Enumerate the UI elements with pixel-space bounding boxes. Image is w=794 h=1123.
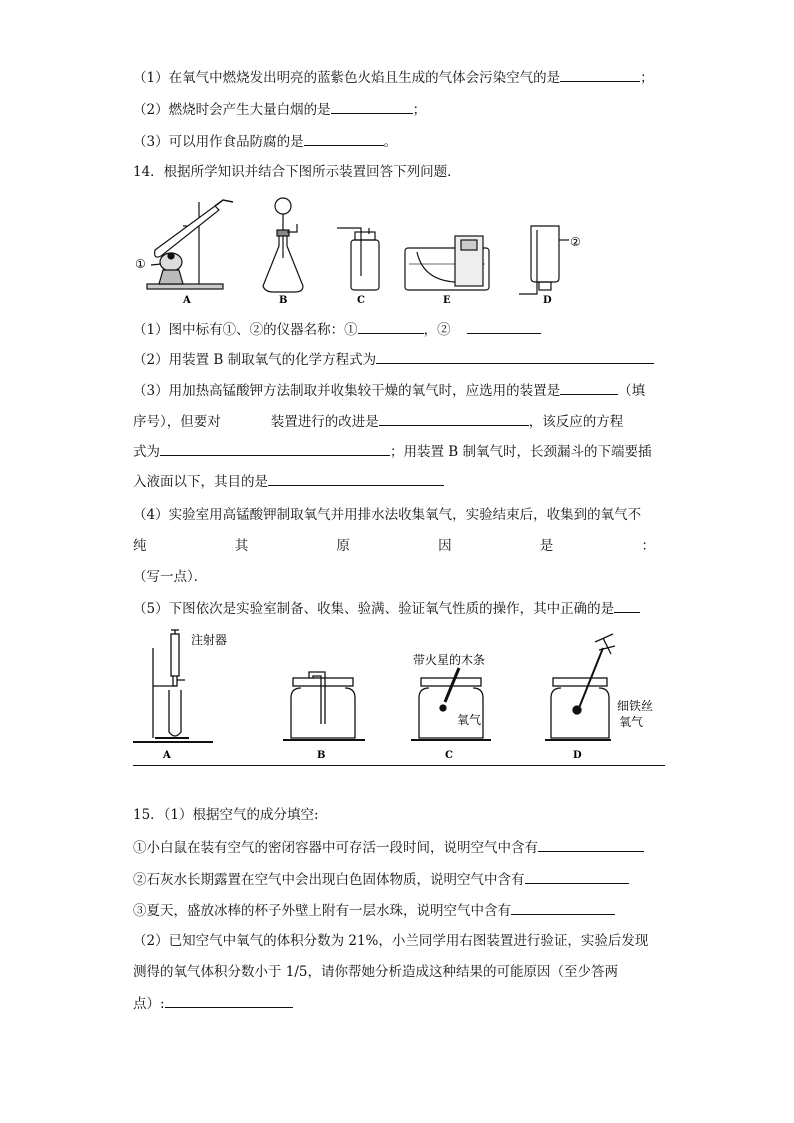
q14-part4-a: （4）实验室用高锰酸钾制取氧气并用排水法收集氧气，实验结束后，收集到的氧气不 <box>133 507 642 523</box>
q14-part3-c: 式为 ；用装置 B 制氧气时，长颈漏斗的下端要插 <box>133 444 652 460</box>
operation-d <box>545 634 615 740</box>
apparatus-b <box>263 198 303 292</box>
oxygen-label-c: 氧气 <box>457 713 482 727</box>
answer-blank[interactable] <box>331 100 413 114</box>
q15-title: 15．（1）根据空气的成分填空: <box>133 807 319 823</box>
label-op-d: D <box>573 750 582 761</box>
answer-blank[interactable] <box>467 320 541 334</box>
answer-blank[interactable] <box>525 870 629 884</box>
apparatus-d <box>519 226 569 294</box>
answer-blank[interactable] <box>376 350 654 364</box>
answer-blank[interactable] <box>538 838 644 852</box>
q15-part2-c: 点）: <box>133 994 293 1013</box>
q14-title: 14．根据所学知识并结合下图所示装置回答下列问题． <box>133 164 461 180</box>
apparatus-a <box>147 200 233 289</box>
q15-part2-b: 测得的氧气体积分数小于 1/5，请你帮她分析造成这种结果的可能原因（至少答两 <box>133 964 619 980</box>
label-op-a: A <box>163 750 171 761</box>
label-d: D <box>543 295 552 306</box>
q14-part4-b: 纯 其 原 因 是 ： <box>133 538 655 554</box>
q13-part2: （2）燃烧时会产生大量白烟的是 ； <box>133 102 427 118</box>
apparatus-figure-1 <box>133 188 593 312</box>
label-a: A <box>183 295 191 306</box>
q13-part3: （3）可以用作食品防腐的是 。 <box>133 134 398 150</box>
apparatus-e <box>405 236 489 290</box>
divider <box>133 765 665 766</box>
apparatus-c <box>337 228 379 290</box>
answer-blank[interactable] <box>560 381 618 395</box>
answer-blank[interactable] <box>304 132 384 146</box>
answer-blank[interactable] <box>160 442 390 456</box>
q15-part1-a: ①小白鼠在装有空气的密闭容器中可存活一段时间，说明空气中含有 <box>133 838 644 857</box>
wire-label: 细铁丝 <box>617 699 654 713</box>
q13-part1: （1）在氧气中燃烧发出明亮的蓝紫色火焰且生成的气体会污染空气的是 ； <box>133 70 654 86</box>
answer-blank[interactable] <box>165 994 293 1008</box>
q14-part1: （1）图中标有①、②的仪器名称：① ，② <box>133 320 541 339</box>
q14-part4-c: （写一点）． <box>133 569 208 585</box>
q15-part2-a: （2）已知空气中氧气的体积分数为 21%，小兰同学用右图装置进行验证，实验后发现 <box>133 933 649 949</box>
oxygen-label-d: 氧气 <box>619 715 644 729</box>
apparatus-figure-2 <box>133 628 665 768</box>
q15-part1-b: ②石灰水长期露置在空气中会出现白色固体物质，说明空气中含有 <box>133 870 629 889</box>
syringe-label: 注射器 <box>191 633 228 647</box>
operation-b <box>283 672 365 740</box>
q14-part3-d: 入液面以下，其目的是 <box>133 472 444 491</box>
answer-blank[interactable] <box>511 901 615 915</box>
answer-blank[interactable] <box>614 599 640 613</box>
q14-part5: （5）下图依次是实验室制备、收集、验满、验证氧气性质的操作，其中正确的是 <box>133 599 640 618</box>
splint-label: 带火星的木条 <box>413 653 486 667</box>
q14-part3-a: （3）用加热高锰酸钾方法制取并收集较干燥的氧气时，应选用的装置是 （填 <box>133 383 646 399</box>
mark-2: ② <box>570 235 581 249</box>
label-op-c: C <box>445 750 453 761</box>
label-b: B <box>279 295 288 306</box>
answer-blank[interactable] <box>268 472 444 486</box>
q14-part3-b: 序号），但要对 装置进行的改进是 ，该反应的方程 <box>133 414 624 430</box>
label-c: C <box>357 295 365 306</box>
q14-part2: （2）用装置 B 制取氧气的化学方程式为 <box>133 350 654 369</box>
operation-c <box>411 668 491 740</box>
label-op-b: B <box>317 750 326 761</box>
answer-blank[interactable] <box>379 412 529 426</box>
label-e: E <box>443 295 451 306</box>
answer-blank[interactable] <box>560 68 640 82</box>
answer-blank[interactable] <box>358 320 424 334</box>
q15-part1-c: ③夏天，盛放冰棒的杯子外壁上附有一层水珠，说明空气中含有 <box>133 901 615 920</box>
mark-1: ① <box>135 257 146 271</box>
